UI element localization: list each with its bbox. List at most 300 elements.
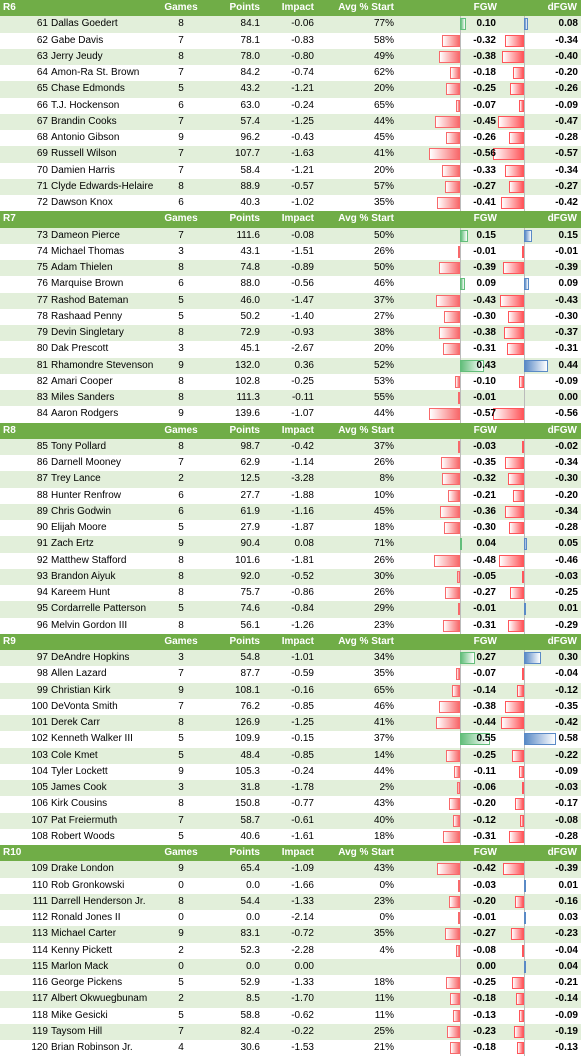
- games-value: 7: [178, 229, 184, 241]
- table-row: [0, 390, 581, 406]
- points-value: 58.4: [240, 164, 260, 176]
- player-name: Darnell Mooney: [51, 457, 122, 468]
- dfgw-axis: [524, 699, 525, 715]
- dfgw-value: -0.25: [555, 587, 578, 598]
- games-value: 8: [178, 570, 184, 582]
- dfgw-bar: [503, 262, 524, 274]
- impact-value: -0.57: [291, 180, 314, 192]
- games-value: 8: [178, 587, 184, 598]
- fgw-value: -0.39: [473, 262, 496, 273]
- table-row: [0, 33, 581, 49]
- impact-value: -0.52: [291, 570, 314, 582]
- points-value: 83.1: [240, 928, 260, 940]
- dfgw-bar: [524, 230, 532, 242]
- dfgw-bar: [522, 441, 524, 453]
- impact-value: -1.61: [291, 830, 314, 842]
- fgw-value: -0.01: [473, 392, 496, 403]
- impact-value: -1.09: [291, 863, 314, 875]
- games-value: 5: [178, 1009, 184, 1021]
- table-row: [0, 910, 581, 926]
- games-value: 9: [178, 765, 184, 777]
- fgw-value: 0.43: [476, 359, 496, 371]
- header-games: Games: [164, 635, 198, 647]
- fgw-value: -0.27: [473, 587, 496, 598]
- points-value: 107.7: [234, 148, 260, 160]
- dfgw-bar: [493, 408, 524, 420]
- player-name: Elijah Moore: [51, 522, 107, 533]
- impact-value: 0.00: [294, 960, 314, 972]
- dfgw-value: -0.04: [555, 668, 578, 680]
- dfgw-value: -0.09: [555, 765, 578, 777]
- dfgw-value: 0.03: [558, 912, 578, 923]
- dfgw-value: -0.12: [555, 684, 578, 696]
- dfgw-bar: [493, 148, 524, 160]
- games-value: 9: [178, 928, 184, 940]
- fgw-value: -0.43: [473, 294, 496, 306]
- header-points: Points: [229, 2, 260, 13]
- dfgw-axis: [524, 33, 525, 49]
- dfgw-bar: [516, 993, 524, 1005]
- impact-value: -1.21: [291, 164, 314, 176]
- player-name: Matthew Stafford: [51, 554, 127, 566]
- dfgw-axis: [524, 114, 525, 130]
- avg-start-value: 18%: [373, 830, 394, 842]
- pick-number: 94: [36, 587, 48, 598]
- games-value: 7: [178, 814, 184, 826]
- impact-value: -1.51: [291, 245, 314, 257]
- dfgw-bar: [519, 376, 524, 388]
- player-name: Kenny Pickett: [51, 944, 113, 956]
- points-value: 46.0: [240, 294, 260, 306]
- fgw-value: -0.01: [473, 245, 496, 257]
- table-row: [0, 699, 581, 715]
- pick-number: 106: [31, 798, 48, 810]
- fgw-value: -0.38: [473, 327, 496, 338]
- player-name: Damien Harris: [51, 164, 115, 176]
- points-value: 72.9: [240, 327, 260, 338]
- avg-start-value: 2%: [379, 782, 394, 793]
- table-row: [0, 146, 581, 162]
- table-row: [0, 894, 581, 910]
- header-impact: Impact: [281, 635, 314, 647]
- games-value: 0: [178, 879, 184, 891]
- header-games: Games: [164, 424, 198, 436]
- impact-value: -0.83: [291, 34, 314, 46]
- pick-number: 99: [36, 684, 48, 696]
- dfgw-bar: [522, 945, 524, 957]
- player-name: Chase Edmonds: [51, 83, 125, 95]
- table-row: [0, 991, 581, 1007]
- avg-start-value: 23%: [373, 895, 394, 907]
- impact-value: -1.02: [291, 197, 314, 208]
- points-value: 139.6: [234, 408, 260, 420]
- avg-start-value: 11%: [374, 1009, 394, 1021]
- pick-number: 112: [32, 912, 48, 923]
- dfgw-value: -0.20: [555, 67, 578, 78]
- dfgw-value: 0.04: [558, 960, 578, 972]
- table-row: [0, 666, 581, 682]
- dfgw-bar: [511, 928, 524, 940]
- dfgw-axis: [524, 49, 525, 65]
- fgw-value: -0.32: [473, 34, 496, 46]
- player-name: Allen Lazard: [51, 668, 107, 680]
- dfgw-bar: [524, 880, 526, 892]
- fgw-value: -0.33: [473, 164, 496, 176]
- player-name: Michael Carter: [51, 928, 117, 940]
- table-row: [0, 813, 581, 829]
- points-value: 111.3: [236, 392, 260, 403]
- points-value: 84.2: [240, 67, 260, 78]
- dfgw-bar: [505, 165, 524, 177]
- games-value: 7: [178, 700, 184, 712]
- round-label: R8: [3, 424, 16, 436]
- player-name: Dawson Knox: [51, 197, 113, 208]
- impact-value: -1.25: [291, 717, 314, 728]
- dfgw-value: -0.42: [555, 197, 578, 208]
- player-name: Brandin Cooks: [51, 115, 117, 127]
- avg-start-value: 26%: [373, 554, 394, 566]
- points-value: 150.8: [234, 798, 260, 810]
- dfgw-bar: [510, 587, 524, 599]
- avg-start-value: 20%: [373, 164, 394, 176]
- impact-value: -1.88: [291, 489, 314, 501]
- dfgw-bar: [524, 961, 526, 973]
- header-impact: Impact: [281, 424, 314, 436]
- games-value: 0: [178, 960, 184, 972]
- points-value: 88.0: [240, 278, 260, 290]
- header-avg-start: Avg % Start: [338, 213, 394, 225]
- points-value: 52.3: [240, 944, 260, 956]
- avg-start-value: 41%: [373, 148, 394, 160]
- dfgw-axis: [524, 764, 525, 780]
- points-value: 78.1: [240, 34, 260, 46]
- points-value: 74.6: [240, 603, 260, 615]
- fgw-value: -0.21: [473, 489, 496, 501]
- player-name: Darrell Henderson Jr.: [51, 895, 146, 907]
- player-name: Gabe Davis: [51, 34, 104, 46]
- impact-value: -0.72: [291, 928, 314, 940]
- pick-number: 95: [36, 603, 48, 615]
- games-value: 7: [178, 1025, 184, 1037]
- avg-start-value: 26%: [373, 457, 394, 468]
- fgw-value: -0.07: [473, 99, 496, 111]
- fgw-value: -0.31: [473, 830, 496, 842]
- table-row: [0, 325, 581, 341]
- header-dfgw: dFGW: [547, 2, 577, 13]
- dfgw-axis: [524, 439, 525, 455]
- impact-value: -0.59: [291, 668, 314, 680]
- dfgw-bar: [524, 912, 526, 924]
- dfgw-bar: [508, 473, 525, 485]
- player-name: Taysom Hill: [51, 1025, 103, 1037]
- dfgw-value: -0.30: [555, 473, 578, 485]
- dfgw-value: 0.08: [558, 18, 578, 30]
- pick-number: 101: [31, 717, 48, 728]
- points-value: 56.1: [240, 619, 260, 631]
- dfgw-bar: [508, 620, 524, 632]
- impact-value: -2.14: [291, 912, 314, 923]
- impact-value: -2.28: [291, 944, 314, 956]
- fgw-value: -0.06: [473, 782, 496, 793]
- section-header-r7: [0, 211, 581, 227]
- fgw-value: -0.38: [473, 700, 496, 712]
- fgw-value: -0.42: [473, 863, 496, 875]
- games-value: 5: [178, 733, 184, 745]
- fgw-value: -0.03: [473, 879, 496, 891]
- pick-number: 68: [36, 132, 48, 143]
- dfgw-axis: [524, 488, 525, 504]
- impact-value: -0.62: [291, 1009, 314, 1021]
- dfgw-axis: [524, 341, 525, 357]
- games-value: 2: [178, 473, 184, 485]
- table-row: [0, 764, 581, 780]
- games-value: 6: [178, 505, 184, 517]
- impact-value: -0.11: [291, 392, 314, 403]
- avg-start-value: 11%: [374, 993, 394, 1005]
- dfgw-bar: [502, 51, 524, 63]
- table-row: [0, 195, 581, 211]
- impact-value: -1.70: [291, 993, 314, 1005]
- dfgw-value: -0.39: [555, 863, 578, 875]
- table-row: [0, 975, 581, 991]
- pick-number: 80: [36, 343, 48, 355]
- table-row: [0, 130, 581, 146]
- avg-start-value: 25%: [373, 1025, 394, 1037]
- points-value: 88.9: [240, 180, 260, 192]
- fgw-value: -0.18: [473, 993, 496, 1005]
- dfgw-axis: [524, 943, 525, 959]
- fgw-value: -0.23: [473, 1025, 496, 1037]
- impact-value: -0.85: [291, 749, 314, 761]
- pick-number: 98: [36, 668, 48, 680]
- dfgw-bar: [499, 555, 524, 567]
- games-value: 3: [178, 343, 184, 355]
- player-name: T.J. Hockenson: [51, 99, 120, 111]
- impact-value: -1.26: [291, 619, 314, 631]
- pick-number: 100: [31, 700, 48, 712]
- dfgw-bar: [517, 685, 524, 697]
- dfgw-value: -0.56: [555, 408, 578, 420]
- player-name: Dallas Goedert: [51, 18, 118, 30]
- impact-value: -1.14: [291, 457, 314, 468]
- header-dfgw: dFGW: [547, 847, 577, 858]
- player-name: Kenneth Walker III: [51, 733, 133, 745]
- player-name: Melvin Gordon III: [51, 619, 128, 631]
- header-impact: Impact: [281, 847, 314, 858]
- header-fgw: FGW: [473, 213, 497, 225]
- dfgw-value: -0.01: [555, 245, 578, 257]
- table-row: [0, 98, 581, 114]
- pick-number: 110: [32, 879, 48, 891]
- points-value: 54.4: [240, 895, 260, 907]
- games-value: 6: [178, 99, 184, 111]
- games-value: 7: [178, 148, 184, 160]
- round-label: R10: [3, 847, 22, 858]
- header-impact: Impact: [281, 213, 314, 225]
- table-row: [0, 406, 581, 422]
- avg-start-value: 41%: [373, 717, 394, 728]
- table-row: [0, 926, 581, 942]
- avg-start-value: 0%: [379, 912, 394, 923]
- pick-number: 75: [36, 262, 48, 273]
- dfgw-bar: [524, 538, 527, 550]
- avg-start-value: 55%: [373, 392, 394, 403]
- player-name: James Cook: [51, 782, 107, 793]
- dfgw-bar: [507, 343, 524, 355]
- fgw-value: -0.11: [473, 765, 496, 777]
- games-value: 0: [178, 912, 184, 923]
- table-row: [0, 65, 581, 81]
- games-value: 9: [178, 684, 184, 696]
- dfgw-axis: [524, 390, 525, 406]
- section-header-r8: [0, 423, 581, 439]
- impact-value: -1.63: [291, 148, 314, 160]
- avg-start-value: 18%: [373, 977, 394, 988]
- games-value: 2: [178, 944, 184, 956]
- dfgw-bar: [500, 295, 524, 307]
- dfgw-axis: [524, 471, 525, 487]
- dfgw-value: -0.43: [555, 294, 578, 306]
- dfgw-value: 0.30: [558, 652, 578, 663]
- dfgw-axis: [524, 748, 525, 764]
- avg-start-value: 50%: [373, 229, 394, 241]
- dfgw-value: -0.34: [555, 457, 578, 468]
- dfgw-axis: [524, 618, 525, 634]
- player-name: Tyler Lockett: [51, 765, 108, 777]
- player-name: Amon-Ra St. Brown: [51, 67, 140, 78]
- games-value: 8: [178, 554, 184, 566]
- header-points: Points: [229, 213, 260, 225]
- fgw-value: -0.48: [473, 554, 496, 566]
- dfgw-value: -0.37: [555, 327, 578, 338]
- avg-start-value: 35%: [373, 668, 394, 680]
- dfgw-axis: [524, 585, 525, 601]
- points-value: 108.1: [234, 684, 260, 696]
- points-value: 63.0: [240, 99, 260, 111]
- pick-number: 97: [36, 652, 48, 663]
- games-value: 5: [178, 977, 184, 988]
- games-value: 7: [178, 67, 184, 78]
- fgw-value: -0.44: [473, 717, 496, 728]
- points-value: 50.2: [240, 310, 260, 322]
- impact-value: -1.81: [291, 554, 314, 566]
- games-value: 9: [178, 359, 184, 371]
- pick-number: 89: [36, 505, 48, 517]
- points-value: 105.3: [234, 765, 260, 777]
- points-value: 40.6: [240, 830, 260, 842]
- pick-number: 62: [36, 34, 48, 46]
- dfgw-value: -0.30: [555, 310, 578, 322]
- dfgw-bar: [524, 603, 526, 615]
- header-fgw: FGW: [473, 2, 497, 13]
- player-name: Derek Carr: [51, 717, 100, 728]
- points-value: 102.8: [234, 375, 260, 387]
- pick-number: 64: [36, 67, 48, 78]
- dfgw-bar: [505, 701, 524, 713]
- games-value: 8: [178, 619, 184, 631]
- dfgw-value: -0.46: [555, 554, 578, 566]
- fgw-value: -0.41: [473, 197, 496, 208]
- points-value: 0.0: [246, 912, 260, 923]
- player-name: Amari Cooper: [51, 375, 113, 387]
- table-row: [0, 618, 581, 634]
- header-dfgw: dFGW: [547, 213, 577, 225]
- dfgw-bar: [498, 116, 524, 128]
- games-value: 5: [178, 830, 184, 842]
- pick-number: 114: [32, 944, 48, 956]
- points-value: 84.1: [240, 18, 260, 30]
- games-value: 8: [178, 798, 184, 810]
- avg-start-value: 52%: [373, 359, 394, 371]
- impact-value: -0.06: [291, 18, 314, 30]
- avg-start-value: [314, 959, 394, 975]
- dfgw-bar: [520, 815, 524, 827]
- pick-number: 85: [36, 440, 48, 452]
- pick-number: 92: [36, 554, 48, 566]
- impact-value: -0.24: [291, 99, 314, 111]
- player-name: Drake London: [51, 863, 114, 875]
- dfgw-value: -0.17: [555, 798, 578, 810]
- dfgw-bar: [513, 490, 524, 502]
- player-name: Christian Kirk: [51, 684, 111, 696]
- header-fgw: FGW: [473, 847, 497, 858]
- fgw-value: 0.00: [476, 960, 496, 972]
- avg-start-value: 18%: [373, 522, 394, 533]
- avg-start-value: 65%: [373, 684, 394, 696]
- pick-number: 69: [36, 148, 48, 160]
- avg-start-value: 44%: [373, 408, 394, 420]
- table-row: [0, 683, 581, 699]
- round-label: R6: [3, 2, 16, 13]
- header-points: Points: [229, 635, 260, 647]
- dfgw-bar: [524, 278, 529, 290]
- fgw-value: -0.31: [473, 619, 496, 631]
- dfgw-axis: [524, 569, 525, 585]
- dfgw-value: -0.03: [555, 782, 578, 793]
- dfgw-value: -0.28: [555, 522, 578, 533]
- games-value: 5: [178, 294, 184, 306]
- games-value: 2: [178, 993, 184, 1005]
- pick-number: 104: [31, 765, 48, 777]
- avg-start-value: 37%: [373, 440, 394, 452]
- player-name: Devin Singletary: [51, 327, 124, 338]
- impact-value: 0.08: [294, 538, 314, 550]
- pick-number: 93: [36, 570, 48, 582]
- dfgw-value: -0.29: [555, 619, 578, 631]
- avg-start-value: 4%: [379, 944, 394, 956]
- fgw-value: -0.26: [473, 132, 496, 143]
- impact-value: -0.24: [291, 765, 314, 777]
- dfgw-axis: [524, 666, 525, 682]
- pick-number: 76: [36, 278, 48, 290]
- dfgw-axis: [524, 553, 525, 569]
- avg-start-value: 30%: [373, 570, 394, 582]
- table-row: [0, 228, 581, 244]
- avg-start-value: 43%: [373, 863, 394, 875]
- fgw-value: -0.14: [473, 684, 496, 696]
- player-name: Albert Okwuegbunam: [51, 993, 148, 1005]
- dfgw-axis: [524, 98, 525, 114]
- fgw-value: -0.27: [473, 928, 496, 940]
- avg-start-value: 40%: [373, 814, 394, 826]
- fgw-value: -0.56: [473, 148, 496, 160]
- points-value: 61.9: [240, 505, 260, 517]
- games-value: 8: [178, 895, 184, 907]
- impact-value: -1.16: [291, 505, 314, 517]
- header-dfgw: dFGW: [547, 424, 577, 436]
- fgw-value: -0.31: [473, 343, 496, 355]
- dfgw-value: -0.14: [555, 993, 578, 1005]
